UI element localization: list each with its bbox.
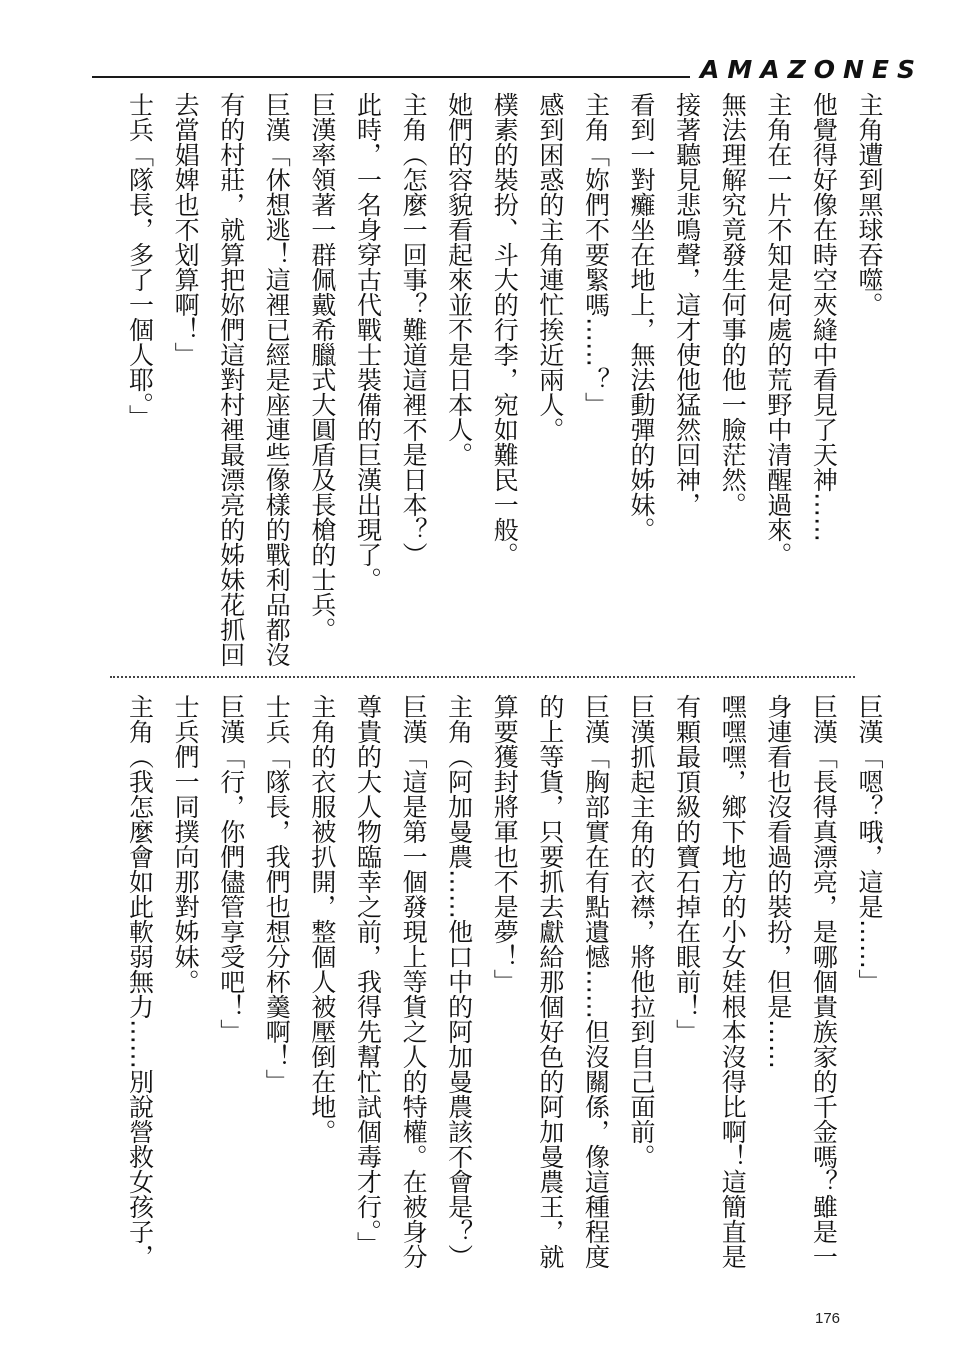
page-number: 176 xyxy=(815,1310,841,1327)
text-line: 巨漢「嗯？哦，這是……」 xyxy=(855,694,884,994)
text-line: 巨漢「休想逃！這裡已經是座連些像樣的戰利品都沒 xyxy=(262,92,292,667)
text-line: 嘿嘿嘿，鄉下地方的小女娃根本沒得比啊！這簡直是 xyxy=(718,694,748,1269)
text-line: 身連看也沒看過的裝扮，但是…… xyxy=(763,694,793,1069)
text-line: 士兵「隊長，我們也想分杯羹啊！」 xyxy=(262,694,292,1094)
text-line: 尊貴的大人物臨幸之前，我得先幫忙試個毒才行。」 xyxy=(353,694,383,1257)
text-line: 主角在一片不知是何處的荒野中清醒過來。 xyxy=(763,92,793,567)
text-line: 去當娼婢也不划算啊！」 xyxy=(171,92,201,367)
text-line: 士兵「隊長，多了一個人耶。」 xyxy=(125,92,155,430)
text-line: 樸素的裝扮、斗大的行李，宛如難民一般。 xyxy=(490,92,520,567)
text-line: 無法理解究竟發生何事的他一臉茫然。 xyxy=(718,92,748,517)
text-line: 巨漢「胸部實在有點遺憾……但沒關係，像這種程度 xyxy=(581,694,611,1269)
text-line: 巨漢率領著一群佩戴希臘式大圓盾及長槍的士兵。 xyxy=(307,92,337,642)
running-header-title: AMAZONES xyxy=(700,55,923,84)
text-line: 巨漢「長得真漂亮，是哪個貴族家的千金嗎？雖是一 xyxy=(809,694,839,1269)
text-line: 看到一對癱坐在地上，無法動彈的姊妹。 xyxy=(627,92,657,542)
text-line: 算要獲封將軍也不是夢！」 xyxy=(490,694,520,994)
text-line: 巨漢抓起主角的衣襟，將他拉到自己面前。 xyxy=(627,694,657,1169)
text-line: 主角（怎麼一回事？難道這裡不是日本？） xyxy=(399,92,429,567)
text-line: 有顆最頂級的寶石掉在眼前！」 xyxy=(672,694,702,1044)
text-line: 巨漢「這是第一個發現上等貨之人的特權。在被身分 xyxy=(399,694,429,1269)
text-line: 士兵們一同撲向那對姊妹。 xyxy=(171,694,201,994)
dotted-separator xyxy=(110,676,855,678)
text-line: 感到困惑的主角連忙挨近兩人。 xyxy=(535,92,565,442)
text-line: 主角遭到黑球吞噬。 xyxy=(855,92,884,317)
text-line: 主角（阿加曼農……他口中的阿加曼農該不會是？） xyxy=(444,694,474,1269)
text-line: 接著聽見悲鳴聲，這才使他猛然回神， xyxy=(672,92,702,517)
text-line: 的上等貨，只要抓去獻給那個好色的阿加曼農王，就 xyxy=(535,694,565,1269)
top-text-block xyxy=(117,92,892,667)
text-line: 有的村莊，就算把妳們這對村裡最漂亮的姊妹花抓回 xyxy=(216,92,246,667)
text-line: 此時，一名身穿古代戰士裝備的巨漢出現了。 xyxy=(353,92,383,592)
text-line: 巨漢「行，你們儘管享受吧！」 xyxy=(216,694,246,1044)
text-line: 主角「妳們不要緊嗎……？」 xyxy=(581,92,611,417)
text-line: 主角的衣服被扒開，整個人被壓倒在地。 xyxy=(307,694,337,1144)
header-rule xyxy=(92,76,690,78)
bottom-text-block xyxy=(117,694,892,1269)
text-line: 他覺得好像在時空夾縫中看見了天神…… xyxy=(809,92,839,542)
text-line: 主角（我怎麼會如此軟弱無力……別說營救女孩子， xyxy=(125,694,155,1269)
text-line: 她們的容貌看起來並不是日本人。 xyxy=(444,92,474,467)
